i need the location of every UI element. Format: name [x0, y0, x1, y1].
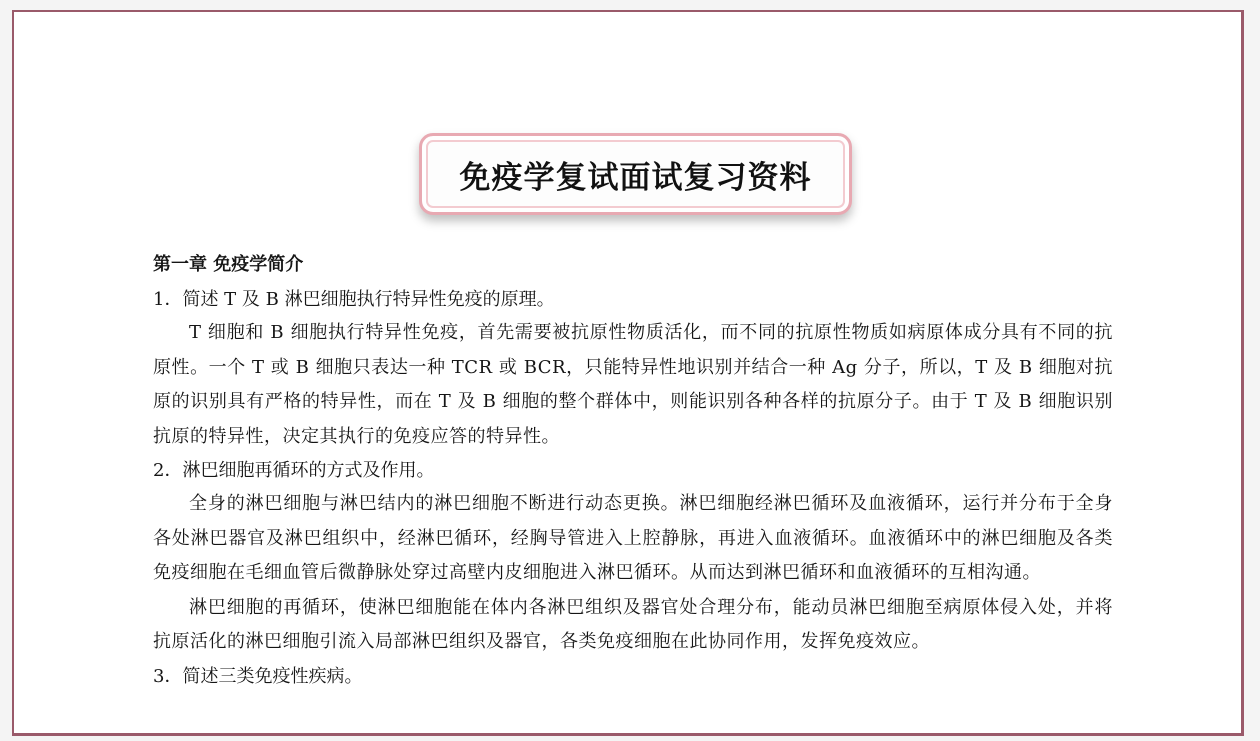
title-banner [419, 133, 852, 215]
question-3-heading: 3．简述三类免疫性疾病。 [153, 665, 363, 687]
document-body [153, 248, 1113, 693]
question-2-heading: 2．淋巴细胞再循环的方式及作用。 [153, 460, 435, 481]
question-1-answer: T 细胞和 B 细胞执行特异性免疫，首先需要被抗原性物质活化，而不同的抗原性物质如病原体成分具有不同的抗原性。一个 T 或 B 细胞只表达一种 TCR 或 BCR，只能特异性地识别并结合一种 Ag 分子，所以，T 及 B 细胞对抗原的识别具有严格的特异性，而在 T 及 B 细胞的整个群体中，则能识别各种各样的抗原分子。由于 T 及 B 细胞识别抗原的特异性，决定其执行的免疫应答的特异性。 [153, 322, 1113, 447]
chapter-heading: 第一章 免疫学简介 [153, 254, 304, 275]
document-title: 免疫学复试面试复习资料 [459, 159, 812, 196]
question-2-answer-paragraph-1: 全身的淋巴细胞与淋巴结内的淋巴细胞不断进行动态更换。淋巴细胞经淋巴循环及血液循环，运行并分布于全身各处淋巴器官及淋巴组织中，经淋巴循环，经胸导管进入上腔静脉，再进入血液循环。血液循环中的淋巴细胞及各类免疫细胞在毛细血管后微静脉处穿过高壁内皮细胞进入淋巴循环。从而达到淋巴循环和血液循环的互相沟通。 [153, 493, 1113, 583]
document-page [12, 10, 1244, 736]
question-1-heading: 1．简述 T 及 B 淋巴细胞执行特异性免疫的原理。 [153, 289, 555, 310]
question-2-answer-paragraph-2: 淋巴细胞的再循环，使淋巴细胞能在体内各淋巴组织及器官处合理分布，能动员淋巴细胞至病原体侵入处，并将抗原活化的淋巴细胞引流入局部淋巴组织及器官，各类免疫细胞在此协同作用，发挥免疫效应。 [153, 596, 1113, 652]
